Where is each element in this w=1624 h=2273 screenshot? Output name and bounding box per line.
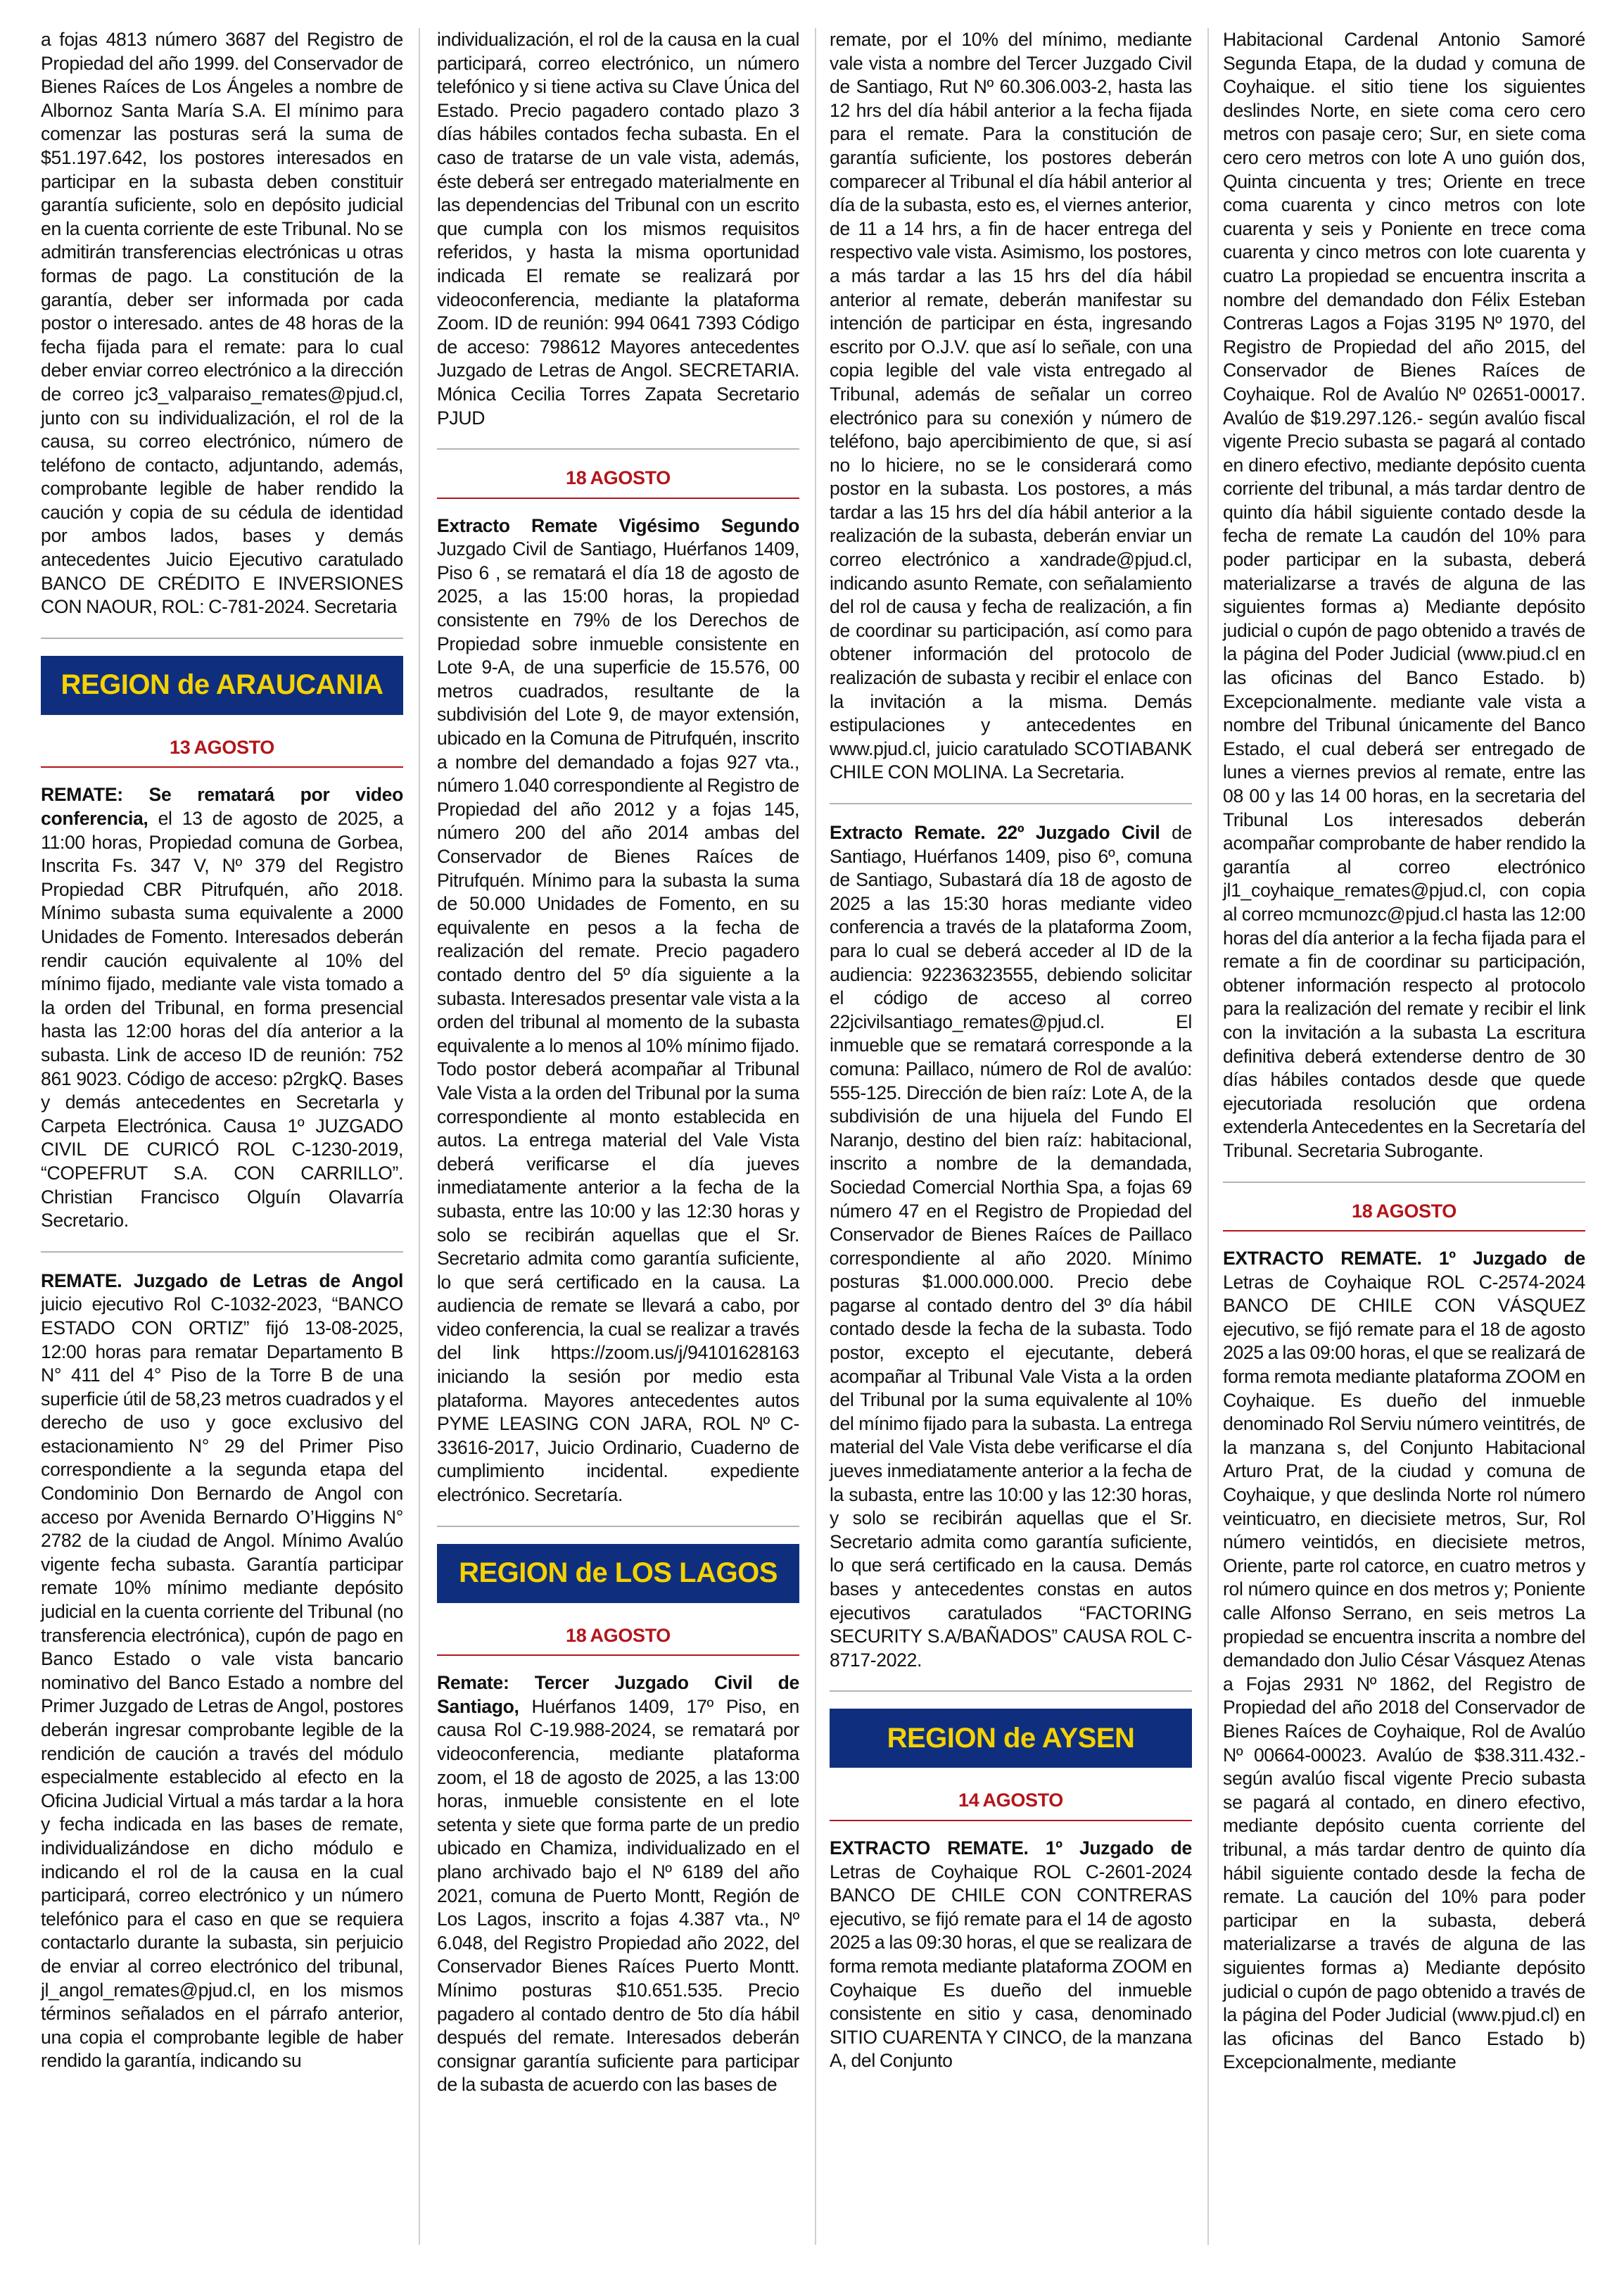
newspaper-page: [41, 28, 1589, 2252]
divider: [437, 1526, 799, 1527]
date-heading: 18 AGOSTO: [566, 467, 671, 489]
divider: [41, 1251, 403, 1253]
column-4: [1223, 28, 1585, 2075]
divider: [437, 448, 799, 450]
date-rule: [437, 498, 799, 499]
column-1: [41, 28, 403, 2073]
notice-continuation-puerto-montt: remate, por el 10% del mínimo, mediante vale vista a nombre del Tercer Juzgado Civil de Santiago, Rut Nº 60.306.003-2, hasta las 12 hrs del día hábil anterior a la fecha fijada para el remate. Para la constitución de garantía suficiente, los postores deberán comparecer al Tribunal el día hábil anterior al día de la subasta, esto es, el viernes anterior, de 11 a 14 hrs, a fin de hacer entrega del respectivo vale vista. Asimismo, los postores, a más tardar a las 15 hrs del día hábil anterior al remate, deberán manifestar su intención de participar en ésta, ingresando escrito por O.J.V. que así lo señale, con una copia legible del vale vista entregado al Tribunal, además de señalar un correo electrónico para su conexión y número de teléfono, bajo apercibimiento de que, si así no lo hiciere, no se le considerará como postor en la subasta. Los postores, a más tardar a las 15 hrs del día hábil anterior a la realización de la subasta, deberán enviar un correo electrónico a xandrade@pjud.cl, indicando asunto Remate, con señalamiento del rol de causa y fecha de realización, a fin de coordinar su participación, así como para obtener información del protocolo de realización de subasta y recibir el enlace con la invitación a la misma. Demás estipulaciones y antecedentes en www.pjud.cl, juicio caratulado SCOTIABANK CHILE CON MOLINA. La Secretaria.: [830, 29, 1192, 783]
region-banner-aysen: REGION de AYSEN: [830, 1709, 1192, 1768]
date-rule: [41, 766, 403, 768]
region-banner-araucania: REGION de ARAUCANIA: [41, 656, 403, 715]
date-heading: 18 AGOSTO: [566, 1624, 671, 1646]
divider: [41, 638, 403, 639]
column-3: [830, 28, 1192, 2073]
region-banner-los-lagos: REGION de LOS LAGOS: [437, 1544, 799, 1603]
date-heading: 14 AGOSTO: [958, 1790, 1063, 1811]
notice-remate-coyhaique-1: EXTRACTO REMATE. 1º Juzgado de Letras de Coyhaique ROL C-2601-2024 BANCO DE CHILE CON CONTRERAS ejecutivo, se fijó remate para el 14 de agosto 2025 a las 09:30 horas, el que se realizara de forma remota mediante plataforma ZOOM en Coyhaique Es dueño del inmueble consistente en sitio y casa, denominado SITIO CUARENTA Y CINCO, de la manzana A, del Conjunto: [830, 1837, 1192, 2072]
notice-remate-puerto-montt: Remate: Tercer Juzgado Civil de Santiago, Huérfanos 1409, 17º Piso, en causa Rol C-19.988-2024, se rematará por videoconferencia, mediante plataforma zoom, el 18 de agosto de 2025, a las 13:00 horas, inmueble consistente en el lote setenta y siete que forma parte de un predio ubicado en Chamiza, individualizado en el plano archivado bajo el Nº 6189 del año 2021, comuna de Puerto Montt, Región de Los Lagos, inscrito a fojas 4.387 vta., Nº 6.048, del Registro Propiedad año 2022, del Conservador Bienes Raíces Puerto Montt. Mínimo posturas $10.651.535. Precio pagadero al contado dentro de 5to día hábil después del remate. Interesados deberán consignar garantía suficiente para participar de la subasta de acuerdo con las bases de: [437, 1672, 799, 2096]
date-rule: [437, 1654, 799, 1656]
notice-continuation-coyhaique-1: Habitacional Cardenal Antonio Samoré Segunda Etapa, de la dudad y comuna de Coyhaique. el sitio tiene los siguientes deslindes Norte, en siete coma cero cero metros con pasaje cero; Sur, en siete coma cero cero metros con lote A uno guión dos, Quinta cincuenta y tres; Oriente en trece coma cuarenta y cinco metros con lote cuarenta y seis y Poniente en trece coma cuarenta y cinco metros con lote cuarenta y cuatro La propiedad se encuentra inscrita a nombre del demandado don Félix Esteban Contreras Lagos a Fojas 3195 Nº 1970, del Registro de Propiedad del año 2015, del Conservador de Bienes Raíces de Coyhaique. Rol de Avalúo Nº 02651-00017. Avalúo de $19.297.126.- según avalúo fiscal vigente Precio subasta se pagará al contado en dinero efectivo, mediante depósito cuenta corriente del tribunal, a más tardar dentro de quinto día hábil siguiente contado desde la fecha de remate La caudón del 10% para poder participar en la subasta, deberá materializarse a través de alguna de las siguientes formas a) Mediante depósito judicial o cupón de pago obtenido a través de la página del Poder Judicial (www.piud.cl en las oficinas del Banco Estado. b) Excepcionalmente. mediante vale vista a nombre del Tribunal únicamente del Banco Estado, el cual deberá ser entregado de lunes a viernes previos al remate, entre las 08 00 y las 14 00 horas, en la secretaria del Tribunal Los interesados deberán acompañar comprobante de haber rendido la garantía al correo electrónico jl1_coyhaique_remates@pjud.cl, con copia al correo mcmunozc@pjud.cl hasta las 12:00 horas del día anterior a la fecha fijada para el remate a fin de coordinar su participación, obtener información respecto al protocolo para la realización del remate y recibir el link con la invitación a la subasta La escritura definitiva deberá extenderse dentro de 30 días hábiles contados desde que quede ejecutoriada resolución que ordena extenderla Antecedentes en la Secretaría del Tribunal. Secretaria Subrogante.: [1223, 29, 1585, 1161]
divider: [1223, 1182, 1585, 1183]
date-heading: 13 AGOSTO: [170, 736, 274, 758]
notice-continuation-angol: individualización, el rol de la causa en la cual participará, correo electrónico, un número telefónico y si tiene activa su Clave Única del Estado. Precio pagadero contado plazo 3 días hábiles contados fecha subasta. En el caso de tratarse de un vale vista, además, éste deberá ser entregado materialmente en las dependencias del Tribunal con un escrito que cumpla con los mismos requisitos referidos, y hasta la misma oportunidad indicada El remate se realizará por videoconferencia, mediante la plataforma Zoom. ID de reunión: 994 0641 7393 Código de acceso: 798612 Mayores antecedentes Juzgado de Letras de Angol. SECRETARIA. Mónica Cecilia Torres Zapata Secretario PJUD: [437, 29, 799, 429]
notice-remate-paillaco: Extracto Remate. 22º Juzgado Civil de Santiago, Huérfanos 1409, piso 6º, comuna de Santiago, Subastará día 18 de agosto de 2025 a las 15:30 horas mediante video conferencia a través de la plataforma Zoom, para lo cual se deberá acceder al ID de la audiencia: 92236323555, debiendo solicitar el código de acceso al correo 22jcivilsantiago_remates@pjud.cl. El inmueble que se rematará corresponde a la comuna: Paillaco, número de Rol de avalúo: 555-125. Dirección de bien raíz: Lote A, de la subdivisión de una hijuela del Fundo El Naranjo, destino del bien raíz: habitacional, inscrito a nombre de la demandada, Sociedad Comercial Northia Spa, a fojas 69 número 47 en el Registro de Propiedad del Conservador de Bienes Raíces de Paillaco correspondiente al año 2020. Mínimo posturas $1.000.000.000. Precio debe pagarse al contado dentro del 3º día hábil contado desde la fecha de la subasta. Todo postor, excepto el ejecutante, deberá acompañar al Tribunal Vale Vista a la orden del Tribunal por la suma equivalente al 10% del mínimo fijado para la subasta. La entrega material del Vale Vista debe verificarse el día jueves inmediatamente anterior a la fecha de la subasta, entre las 10:00 y las 12:30 horas, y solo se recibirán aquellas que el Sr. Secretario admita como garantía suficiente, lo que será certificado en la causa. Demás bases y antecedentes constas en autos ejecutivos caratulados “FACTORING SECURITY S.A/BAÑADOS” CAUSA ROL C-8717-2022.: [830, 822, 1192, 1671]
date-rule: [830, 1820, 1192, 1821]
column-2: [437, 28, 799, 2097]
divider: [830, 803, 1192, 804]
notice-continuation-1: a fojas 4813 número 3687 del Registro de Propiedad del año 1999. del Conservador de Bienes Raíces de Los Ángeles a nombre de Albornoz Santa María S.A. El mínimo para comenzar las posturas será la suma de $51.197.642, los postores interesados en participar en la subasta deben constituir garantía suficiente, solo en depósito judicial en la cuenta corriente de este Tribunal. No se admitirán transferencias electrónicas u otras formas de pago. La constitución de la garantía, deber ser informada por cada postor o interesado. antes de 48 horas de la fecha fijada para el remate: para lo cual deber enviar correo electrónico a la dirección de correo jc3_valparaiso_remates@pjud.cl, junto con su individualización, el rol de la causa, su correo electrónico, número de teléfono de contacto, adjuntando, además, comprobante legible de haber rendido la caución y copia de su cédula de identidad por ambos lados, bases y demás antecedentes Juicio Ejecutivo caratulado BANCO DE CRÉDITO E INVERSIONES CON NAOUR, ROL: C-781-2024. Secretaria: [41, 29, 403, 618]
notice-remate-pitrufquen: Extracto Remate Vigésimo Segundo Juzgado Civil de Santiago, Huérfanos 1409, Piso 6 , se rematará el día 18 de agosto de 2025, a las 15:00 horas, la propiedad consistente en 79% de los Derechos de Propiedad sobre inmueble consistente en Lote 9-A, de una superficie de 15.576, 00 metros cuadrados, resultante de la subdivisión del Lote 9, de mayor extensión, ubicado en la Comuna de Pitrufquén, inscrito a nombre del demandado a fojas 927 vta., número 1.040 correspondiente al Registro de Propiedad del año 2012 y a fojas 145, número 200 del año 2014 ambas del Conservador de Bienes Raíces de Pitrufquén. Mínimo para la subasta la suma de 50.000 Unidades de Fomento, en su equivalente en pesos a la fecha de realización del remate. Precio pagadero contado dentro del 5º día siguiente a la subasta. Interesados presentar vale vista a la orden del tribunal al momento de la subasta equivalente a lo menos al 10% mínimo fijado. Todo postor deberá acompañar al Tribunal Vale Vista a la orden del Tribunal por la suma correspondiente al monto establecida en autos. La entrega material del Vale Vista deberá verificarse el día jueves inmediatamente anterior a la fecha de la subasta, entre las 10:00 y las 12:30 horas y solo se recibirán aquellas que el Sr. Secretario admita como garantía suficiente, lo que será certificado en la causa. La audiencia de remate se llevará a cabo, por video conferencia, la cual se realizar a través del link https://zoom.us/j/94101628163 iniciando la sesión por medio esta plataforma. Mayores antecedentes autos PYME LEASING CON JARA, ROL Nº C-33616-2017, Juicio Ordinario, Cuaderno de cumplimiento incidental. expediente electrónico. Secretaría.: [437, 514, 799, 1506]
date-heading: 18 AGOSTO: [1352, 1200, 1457, 1222]
notice-remate-coyhaique-2: EXTRACTO REMATE. 1º Juzgado de Letras de Coyhaique ROL C-2574-2024 BANCO DE CHILE CON VÁSQUEZ ejecutivo, se fijó remate para el 18 de agosto 2025 a las 09:00 horas, el que se realizará de forma remota mediante plataforma ZOOM en Coyhaique. Es dueño del inmueble denominado Rol Serviu número veintitrés, de la manzana s, del Conjunto Habitacional Arturo Prat, de la ciudad y comuna de Coyhaique, y que deslinda Norte rol número veinticuatro, en diecisiete metros, Sur, Rol número veintidós, en diecisiete metros, Oriente, parte rol catorce, en cuatro metros y rol número quince en dos metros y; Poniente calle Alfonso Serrano, en seis metros La propiedad se encuentra inscrita a nombre del demandado don Julio César Vásquez Atenas a Fojas 2931 Nº 1862, del Registro de Propiedad del año 2018 del Conservador de Bienes Raíces de Coyhaique, Rol de Avalúo Nº 00664-00023. Avalúo de $38.311.432.- según avalúo fiscal vigente Precio subasta se pagará al contado, en dinero efectivo, mediante depósito cuenta corriente del tribunal, a más tardar dentro de quinto día hábil siguiente contado desde la fecha de remate. La caución del 10% para poder participar en la subasta, deberá materializarse a través de alguna de las siguientes formas a) Mediante depósito judicial o cupón de pago obtenido a través de la página del Poder Judicial (www.pjud.cl) en las oficinas del Banco Estado b) Excepcionalmente, mediante: [1223, 1248, 1585, 2073]
notice-remate-gorbea: REMATE: Se rematará por video conferencia, el 13 de agosto de 2025, a 11:00 horas, Propiedad comuna de Gorbea, Inscrita Fs. 347 V, Nº 379 del Registro Propiedad CBR Pitrufquén, año 2018. Mínimo subasta suma equivalente a 2000 Unidades de Fomento. Interesados deberán rendir caución equivalente al 10% del mínimo fijado, mediante vale vista tomado a la orden del Tribunal, en forma presencial hasta las 12:00 horas del día anterior a la subasta. Link de acceso ID de reunión: 752 861 9023. Código de acceso: p2rgkQ. Bases y demás antecedentes en Secretarla y Carpeta Electrónica. Causa 1º JUZGADO CIVIL DE CURICÓ ROL C-1230-2019, “COPEFRUT S.A. CON CARRILLO”. Christian Francisco Olguín Olavarría Secretario.: [41, 784, 403, 1232]
divider: [830, 1690, 1192, 1692]
date-rule: [1223, 1230, 1585, 1232]
notice-remate-angol: REMATE. Juzgado de Letras de Angol juicio ejecutivo Rol C-1032-2023, “BANCO ESTADO CON ORTIZ” fijó 13-08-2025, 12:00 horas para rematar Departamento B N° 411 del 4° Piso de la Torre B de una superficie útil de 58,23 metros cuadrados y el derecho de uso y goce exclusivo del estacionamiento N° 29 del Primer Piso correspondiente a la segunda etapa del Condominio Don Bernardo de Angol con acceso por Avenida Bernardo O’Higgins N° 2782 de la ciudad de Angol. Mínimo Avalúo vigente fecha subasta. Garantía participar remate 10% mínimo mediante depósito judicial en la cuenta corriente del Tribunal (no transferencia electrónica), cupón de pago en Banco Estado o vale vista bancario nominativo del Banco Estado a nombre del Primer Juzgado de Letras de Angol, postores deberán ingresar comprobante legible de la rendición de caución a través del módulo especialmente establecido al efecto en la Oficina Judicial Virtual a más tardar a la hora y fecha indicada en las bases de remate, individualizándose en dicho módulo e indicando el rol de la causa en la cual participará, correo electrónico y un número telefónico para el caso en que se requiera contactarlo durante la subasta, sin perjuicio de enviar al correo electrónico del tribunal, jl_angol_remates@pjud.cl, en los mismos términos señalados en el párrafo anterior, una copia el comprobante legible de haber rendido la garantía, indicando su: [41, 1270, 403, 2072]
